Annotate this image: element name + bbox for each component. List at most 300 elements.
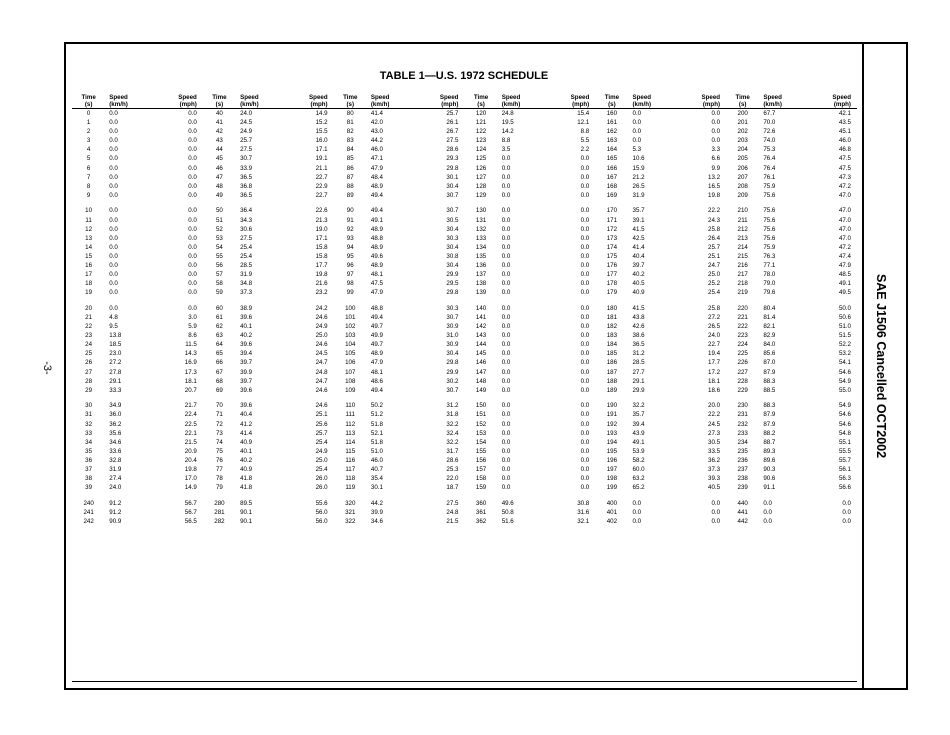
table-cell: 28.5 [632, 359, 645, 367]
table-cell: 0.0 [580, 359, 590, 367]
table-row [72, 261, 857, 270]
table-cell: 27.5 [240, 234, 253, 242]
table-cell: 25 [85, 350, 93, 358]
table-cell: 180 [606, 304, 618, 312]
table-cell: 0.0 [501, 350, 511, 358]
table-cell: 0.0 [501, 252, 511, 260]
table-cell: 148 [475, 377, 487, 385]
table-cell: 31.9 [109, 465, 122, 473]
table-cell: 78.0 [763, 271, 776, 279]
table-cell: 3.0 [188, 313, 197, 321]
table-cell: 24.5 [315, 350, 328, 358]
table-cell: 4 [86, 146, 91, 154]
table-cell: 80 [346, 110, 354, 117]
table-cell: 2 [86, 128, 91, 136]
table-cell: 67 [215, 368, 223, 376]
table-cell: 0.0 [580, 323, 590, 331]
table-cell: 108 [345, 377, 356, 385]
table-cell: 186 [606, 359, 618, 367]
table-cell: 79.0 [763, 280, 776, 288]
table-cell: 39.9 [240, 368, 253, 376]
table-cell: 25.6 [315, 420, 328, 428]
table-cell: 75 [215, 447, 223, 455]
table-cell: 0.0 [188, 128, 197, 136]
table-cell: 0.0 [188, 262, 197, 269]
table-cell: 228 [737, 377, 748, 385]
table-cell: 59 [215, 289, 223, 297]
table-cell: 0.0 [580, 225, 590, 233]
table-cell: 0.0 [580, 271, 590, 279]
table-cell: 60.0 [632, 465, 645, 473]
table-cell: 25.2 [708, 280, 721, 288]
table-cell: 28.5 [240, 262, 253, 269]
column-header-top: Speed [439, 94, 459, 101]
table-cell: 48.1 [370, 368, 383, 376]
table-cell: 32.2 [446, 420, 459, 428]
table-cell: 50 [215, 207, 223, 215]
column-header-unit: (s) [346, 101, 355, 108]
table-cell: 0 [86, 110, 91, 117]
table-cell: 48.6 [370, 377, 383, 385]
table-cell: 189 [606, 386, 618, 394]
table-cell: 54.9 [838, 377, 851, 385]
table-cell: 206 [737, 164, 748, 172]
table-cell: 82.1 [763, 323, 776, 331]
table-cell: 174 [606, 243, 618, 251]
table-cell: 0.0 [188, 119, 197, 127]
table-cell: 31.8 [446, 411, 459, 419]
table-cell: 75.3 [763, 146, 776, 154]
table-cell: 192 [606, 420, 618, 428]
table-cell: 30.8 [446, 252, 459, 260]
table-cell: 35.4 [370, 475, 383, 483]
table-cell: 43.8 [632, 313, 645, 321]
table-row [72, 499, 857, 508]
table-cell: 0.0 [711, 499, 721, 507]
table-cell: 90.1 [240, 517, 253, 525]
table-cell: 37.3 [708, 465, 721, 473]
table-row [72, 164, 857, 173]
table-cell: 0.0 [501, 164, 511, 172]
table-cell: 89.6 [763, 456, 776, 464]
table-cell: 239 [737, 484, 748, 492]
table-cell: 222 [737, 323, 748, 331]
table-cell: 0.0 [109, 304, 118, 312]
table-cell: 0.0 [842, 499, 851, 507]
table-cell: 242 [83, 517, 94, 525]
table-cell: 16.9 [184, 359, 197, 367]
table-cell: 440 [737, 499, 748, 507]
table-cell: 76.3 [763, 252, 776, 260]
table-cell: 97 [346, 271, 354, 279]
table-cell: 39.7 [632, 262, 645, 269]
table-cell: 49.7 [370, 341, 383, 349]
table-cell: 0.0 [109, 289, 118, 297]
table-cell: 34.6 [370, 517, 383, 525]
page-number: -3- [41, 361, 53, 375]
table-cell: 139 [475, 289, 487, 297]
table-cell: 0.0 [632, 517, 642, 525]
table-cell: 114 [345, 438, 356, 446]
table-row [72, 322, 857, 331]
table-cell: 29.8 [446, 164, 459, 172]
table-cell: 53 [215, 234, 223, 242]
table-cell: 163 [606, 137, 618, 145]
table-cell: 28 [85, 377, 93, 385]
column-header-unit: (km/h) [501, 101, 521, 108]
table-cell: 123 [475, 137, 487, 145]
table-cell: 43.9 [632, 429, 645, 437]
table-cell: 17 [85, 271, 93, 279]
table-cell: 21.2 [632, 173, 645, 181]
table-cell: 66 [215, 359, 223, 367]
table-cell: 40.9 [632, 289, 645, 297]
table-cell: 87.9 [763, 420, 776, 428]
table-cell: 14 [85, 243, 93, 251]
table-cell: 20.7 [184, 386, 197, 394]
table-cell: 82 [346, 128, 354, 136]
table-cell: 90.9 [109, 517, 122, 525]
table-cell: 37.3 [240, 289, 253, 297]
table-cell: 215 [737, 252, 748, 260]
table-cell: 46 [215, 164, 223, 172]
column-header-top: Speed [632, 94, 652, 101]
table-cell: 92 [346, 225, 354, 233]
table-row [72, 206, 857, 215]
table-cell: 40 [215, 110, 223, 117]
table-cell: 39.7 [240, 359, 253, 367]
table-cell: 0.0 [580, 402, 590, 410]
table-cell: 30.7 [446, 191, 459, 199]
table-cell: 24.5 [240, 119, 253, 127]
table-cell: 31.9 [632, 191, 645, 199]
table-cell: 25.4 [315, 438, 328, 446]
table-cell: 49.1 [838, 280, 851, 288]
table-cell: 26.5 [632, 182, 645, 190]
column-header-top: Speed [501, 94, 521, 101]
table-cell: 46.0 [370, 456, 383, 464]
table-cell: 47.1 [370, 155, 383, 163]
table-cell: 40.2 [632, 271, 645, 279]
table-cell: 5.9 [188, 323, 197, 331]
table-cell: 0.0 [188, 155, 197, 163]
table-cell: 47.9 [370, 164, 383, 172]
column-header-unit: (km/h) [763, 101, 782, 108]
table-cell: 6.6 [711, 155, 721, 163]
table-cell: 30 [85, 402, 93, 410]
table-cell: 183 [606, 332, 618, 340]
table-cell: 75.6 [763, 234, 776, 242]
table-cell: 34.6 [109, 438, 122, 446]
table-row [72, 145, 857, 154]
table-cell: 0.0 [580, 377, 590, 385]
table-cell: 25.7 [708, 243, 721, 251]
table-cell: 13 [85, 234, 93, 242]
table-row [72, 410, 857, 419]
table-cell: 50.6 [838, 313, 851, 321]
table-cell: 0.0 [580, 368, 590, 376]
table-cell: 90.1 [240, 508, 253, 516]
table-cell: 39.6 [240, 313, 253, 321]
table-cell: 56.7 [184, 508, 197, 516]
table-cell: 0.0 [501, 411, 511, 419]
table-cell: 0.0 [842, 517, 851, 525]
table-cell: 134 [475, 243, 487, 251]
table-cell: 56 [215, 262, 223, 269]
table-cell: 88.5 [763, 386, 776, 394]
table-cell: 232 [737, 420, 748, 428]
column-header-top: Speed [178, 94, 197, 101]
table-cell: 39.6 [240, 386, 253, 394]
table-cell: 0.0 [501, 484, 511, 492]
table-cell: 88.3 [763, 402, 776, 410]
table-row [72, 447, 857, 456]
table-cell: 15.4 [577, 110, 590, 117]
table-cell: 0.0 [711, 110, 721, 117]
table-row [72, 429, 857, 438]
table-cell: 198 [606, 475, 618, 483]
table-cell: 0.0 [580, 280, 590, 288]
table-cell: 29.9 [632, 386, 645, 394]
table-cell: 360 [475, 499, 487, 507]
table-cell: 30.9 [446, 341, 459, 349]
table-cell: 0.0 [501, 323, 511, 331]
table-cell: 9.5 [109, 323, 118, 331]
table-cell: 225 [737, 350, 748, 358]
table-cell: 54.6 [838, 368, 851, 376]
table-cell: 22.7 [708, 341, 721, 349]
table-bottom-rule [72, 681, 857, 682]
table-cell: 52.2 [838, 341, 851, 349]
table-cell: 18.1 [184, 377, 197, 385]
column-header-unit: (km/h) [109, 101, 128, 108]
table-cell: 158 [475, 475, 487, 483]
table-cell: 1 [86, 119, 91, 127]
table-cell: 101 [345, 313, 356, 321]
table-cell: 400 [606, 499, 618, 507]
table-cell: 41.8 [240, 475, 253, 483]
table-cell: 0.0 [580, 429, 590, 437]
table-cell: 0.0 [580, 289, 590, 297]
table-cell: 0.0 [842, 508, 851, 516]
table-cell: 49.1 [632, 438, 645, 446]
table-cell: 177 [606, 271, 618, 279]
table-cell: 37 [85, 465, 93, 473]
table-cell: 213 [737, 234, 748, 242]
column-header-unit: (mph) [702, 101, 721, 108]
table-cell: 54.6 [838, 420, 851, 428]
column-header-unit: (km/h) [632, 101, 652, 108]
table-cell: 3.3 [711, 146, 721, 154]
table-row [72, 216, 857, 225]
table-cell: 0.0 [188, 304, 197, 312]
table-cell: 40.4 [632, 252, 645, 260]
table-cell: 15 [85, 252, 93, 260]
table-cell: 47.9 [838, 262, 851, 269]
table-cell: 113 [345, 429, 356, 437]
column-header-top: Speed [832, 94, 851, 101]
table-cell: 39.7 [240, 377, 253, 385]
table-cell: 153 [475, 429, 487, 437]
table-cell: 102 [345, 323, 356, 331]
table-cell: 194 [606, 438, 618, 446]
table-cell: 24.7 [315, 377, 328, 385]
table-cell: 0.0 [580, 313, 590, 321]
table-cell: 193 [606, 429, 618, 437]
table-cell: 36.5 [240, 173, 253, 181]
table-cell: 19.4 [708, 350, 721, 358]
table-cell: 90.3 [763, 465, 776, 473]
table-cell: 19 [85, 289, 93, 297]
table-cell: 0.0 [501, 438, 511, 446]
table-cell: 0.0 [501, 447, 511, 455]
column-header-unit: (km/h) [240, 101, 259, 108]
table-cell: 19.8 [708, 191, 721, 199]
table-cell: 42.6 [632, 323, 645, 331]
table-row [72, 386, 857, 395]
table-cell: 51.2 [370, 411, 383, 419]
table-cell: 50.8 [501, 508, 514, 516]
table-cell: 121 [475, 119, 487, 127]
table-cell: 56.6 [838, 484, 851, 492]
table-cell: 71 [215, 411, 223, 419]
table-cell: 30.7 [446, 207, 459, 215]
table-cell: 49.4 [370, 386, 383, 394]
table-row [72, 368, 857, 377]
table-cell: 22.9 [315, 182, 328, 190]
table-cell: 0.0 [763, 508, 772, 516]
table-cell: 30.9 [446, 323, 459, 331]
table-cell: 0.0 [501, 402, 511, 410]
table-row [72, 420, 857, 429]
table-cell: 52.1 [370, 429, 383, 437]
table-cell: 75.9 [763, 182, 776, 190]
table-cell: 22.2 [708, 411, 721, 419]
table-body [72, 109, 857, 527]
table-cell: 54.8 [838, 429, 851, 437]
table-cell: 0.0 [501, 341, 511, 349]
table-cell: 47.5 [838, 164, 851, 172]
table-cell: 0.0 [188, 164, 197, 172]
table-cell: 144 [475, 341, 487, 349]
table-cell: 117 [345, 465, 356, 473]
table-cell: 110 [345, 402, 356, 410]
table-cell: 124 [475, 146, 487, 154]
table-cell: 17.3 [184, 368, 197, 376]
table-cell: 19.8 [315, 271, 328, 279]
table-cell: 40.9 [240, 438, 253, 446]
table-cell: 40.2 [240, 456, 253, 464]
table-cell: 26.4 [708, 234, 721, 242]
table-cell: 51.8 [370, 438, 383, 446]
table-row [72, 234, 857, 243]
table-cell: 42 [215, 128, 223, 136]
column-header-top: Time [81, 94, 96, 101]
table-cell: 17.1 [315, 146, 328, 154]
table-cell: 25.0 [315, 332, 328, 340]
table-cell: 24.7 [708, 262, 721, 269]
table-cell: 90.6 [763, 475, 776, 483]
table-cell: 25.4 [315, 465, 328, 473]
column-header-top: Time [343, 94, 358, 101]
table-cell: 30.4 [446, 182, 459, 190]
table-cell: 0.0 [501, 475, 511, 483]
table-cell: 0.0 [188, 252, 197, 260]
table-cell: 54.6 [838, 411, 851, 419]
table-cell: 0.0 [580, 164, 590, 172]
table-cell: 58.2 [632, 456, 645, 464]
table-cell: 87.9 [763, 368, 776, 376]
table-cell: 81 [346, 119, 354, 127]
table-cell: 75.6 [763, 207, 776, 215]
table-cell: 164 [606, 146, 618, 154]
table-cell: 129 [475, 191, 487, 199]
table-cell: 221 [737, 313, 748, 321]
table-cell: 53.2 [838, 350, 851, 358]
table-cell: 60 [215, 304, 223, 312]
table-cell: 173 [606, 234, 618, 242]
table-cell: 88 [346, 182, 354, 190]
table-cell: 175 [606, 252, 618, 260]
table-cell: 76 [215, 456, 223, 464]
table-cell: 0.0 [109, 191, 118, 199]
table-cell: 47 [215, 173, 223, 181]
table-cell: 70.0 [763, 119, 776, 127]
table-cell: 24.7 [315, 359, 328, 367]
table-cell: 61 [215, 313, 223, 321]
table-cell: 28.6 [446, 456, 459, 464]
table-cell: 30.3 [446, 304, 459, 312]
table-cell: 76.1 [763, 173, 776, 181]
table-cell: 22.6 [315, 207, 328, 215]
column-header [759, 94, 803, 109]
table-cell: 9 [86, 191, 91, 199]
table-cell: 50.2 [370, 402, 383, 410]
table-cell: 33.6 [109, 447, 122, 455]
table-cell: 29 [85, 386, 93, 394]
table-cell: 0.0 [711, 137, 721, 145]
table-cell: 212 [737, 225, 748, 233]
table-cell: 29.8 [446, 289, 459, 297]
table-cell: 115 [345, 447, 356, 455]
table-cell: 0.0 [188, 234, 197, 242]
table-cell: 140 [475, 304, 487, 312]
table-cell: 23.0 [109, 350, 122, 358]
table-cell: 170 [606, 207, 618, 215]
table-cell: 20.0 [708, 402, 721, 410]
table-cell: 67.7 [763, 110, 776, 117]
table-cell: 207 [737, 173, 748, 181]
table-cell: 48.5 [838, 271, 851, 279]
table-cell: 120 [475, 110, 487, 117]
table-cell: 16.5 [708, 182, 721, 190]
table-cell: 0.0 [501, 191, 511, 199]
table-cell: 55.0 [838, 386, 851, 394]
table-cell: 99 [346, 289, 354, 297]
table-cell: 0.0 [632, 137, 642, 145]
table-row [72, 191, 857, 200]
table-cell: 64 [215, 341, 223, 349]
table-cell: 0.0 [501, 155, 511, 163]
table-cell: 79.6 [763, 289, 776, 297]
table-cell: 43 [215, 137, 223, 145]
table-cell: 0.0 [501, 304, 511, 312]
table-cell: 151 [475, 411, 487, 419]
table-cell: 0.0 [188, 289, 197, 297]
table-cell: 51.8 [370, 420, 383, 428]
table-cell: 12.1 [577, 119, 590, 127]
table-cell: 22.5 [184, 420, 197, 428]
